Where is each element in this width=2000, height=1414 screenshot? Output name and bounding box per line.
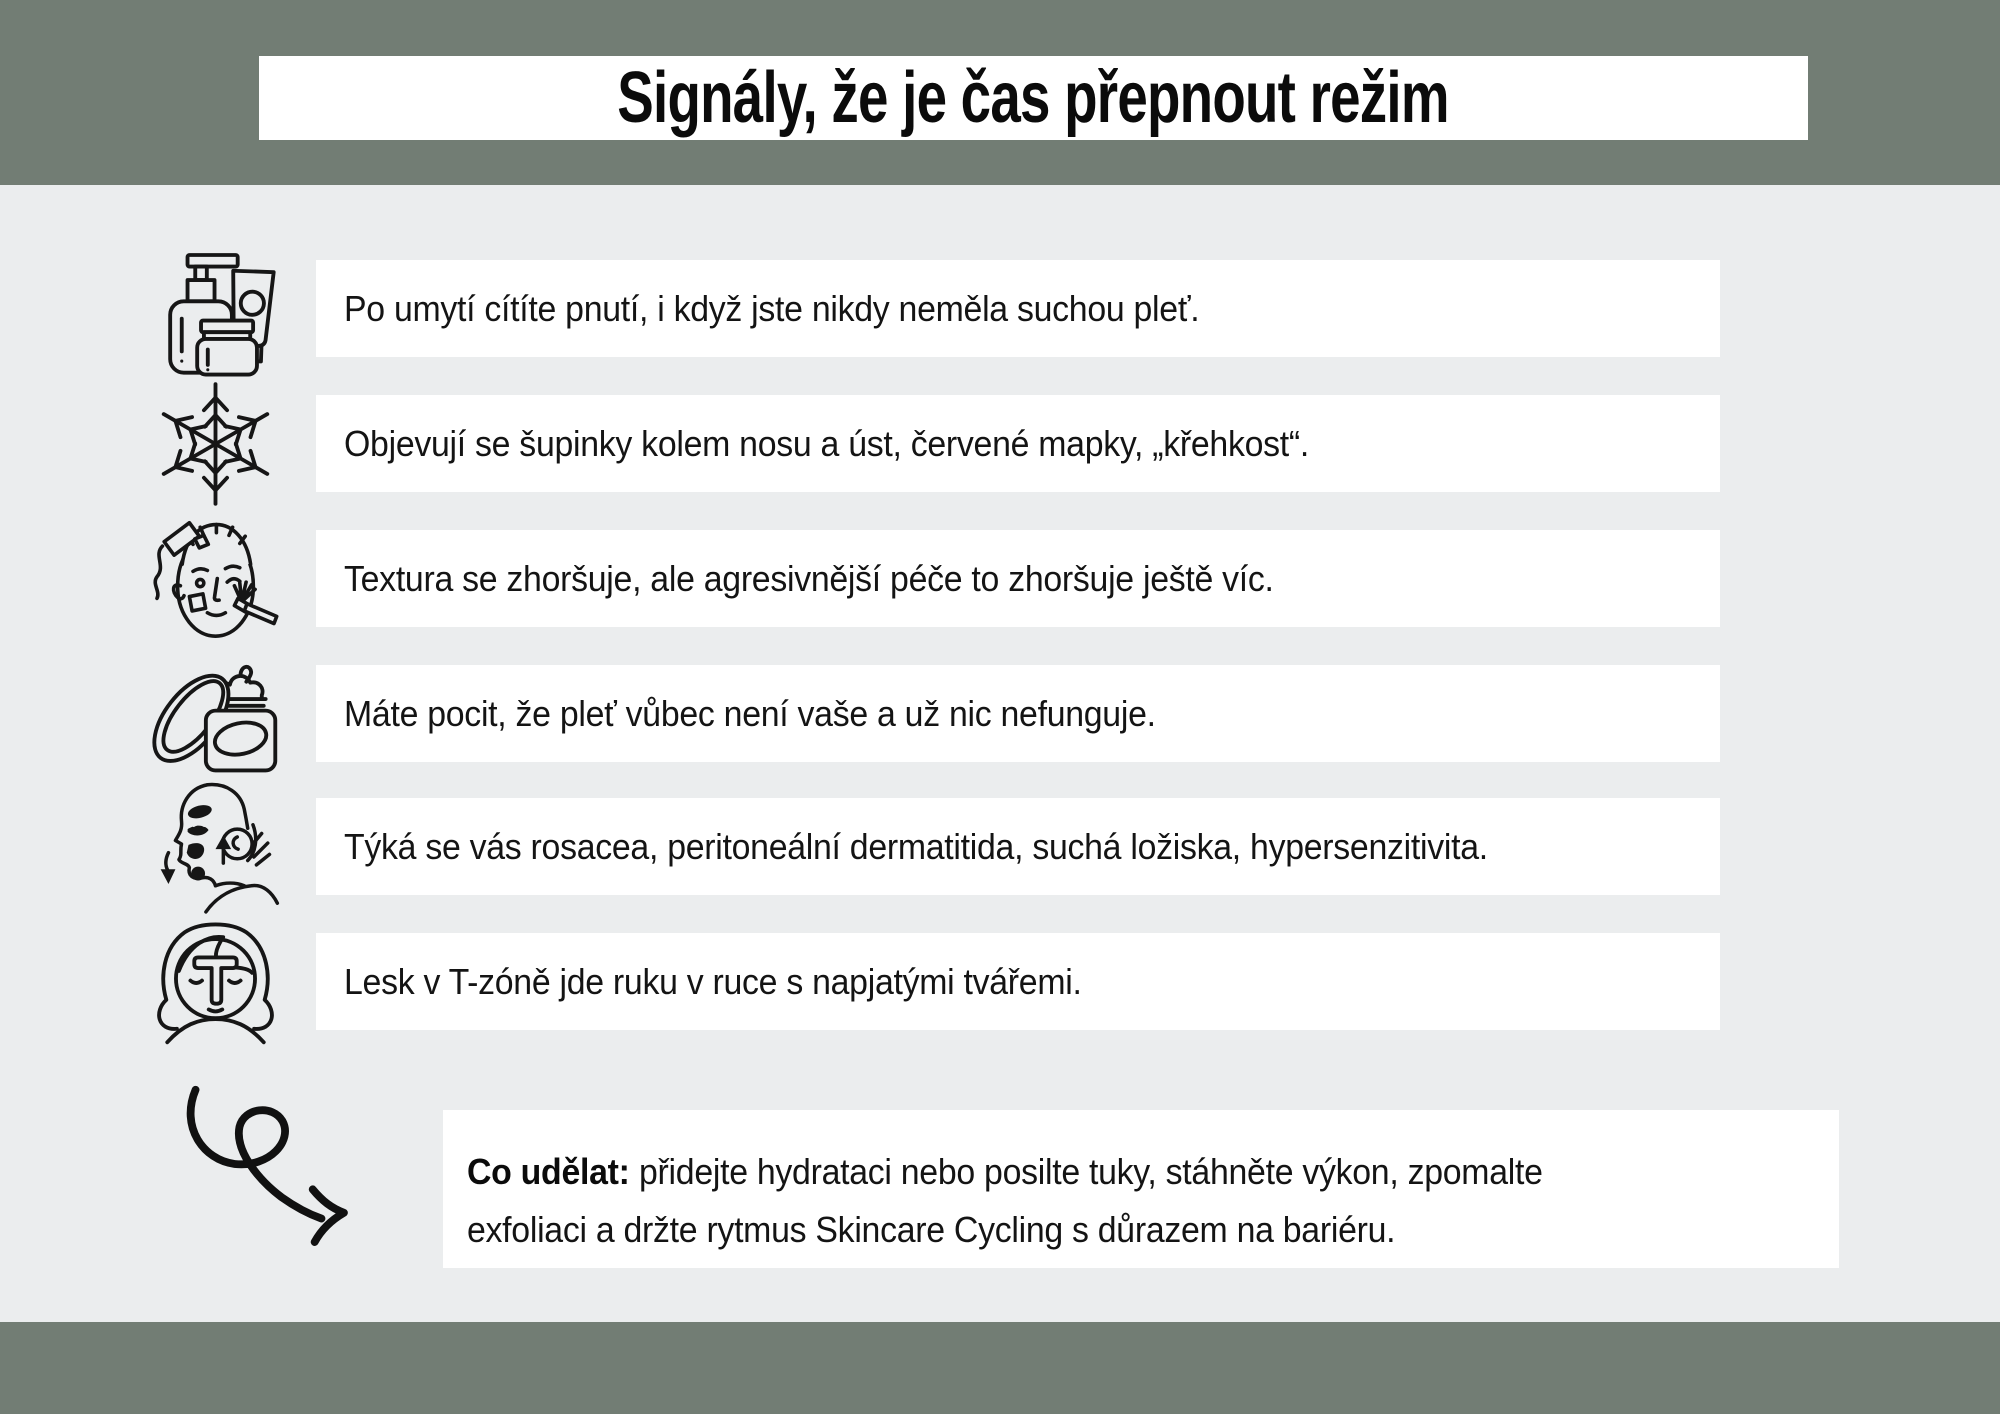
signal-bar: [316, 665, 1720, 762]
footer-band: [0, 1322, 2000, 1414]
signal-row: [0, 395, 2000, 492]
signal-row: [0, 260, 2000, 357]
signal-bar: [316, 798, 1720, 895]
action-label: Co udělat:: [467, 1151, 630, 1192]
page-title: Signály, že je čas přepnout režim: [617, 58, 1450, 138]
title-box: [259, 56, 1808, 140]
signal-row: [0, 530, 2000, 627]
signal-text: Textura se zhoršuje, ale agresivnější péče to zhoršuje ještě víc.: [344, 557, 1274, 599]
signal-text: Týká se vás rosacea, peritoneální dermatitida, suchá ložiska, hypersenzitivita.: [344, 825, 1488, 867]
cosmetics-set-icon: [148, 241, 283, 376]
curly-arrow-icon: [178, 1080, 383, 1242]
action-line2: exfoliaci a držte rytmus Skincare Cycling s důrazem na bariéru.: [467, 1209, 1396, 1250]
signal-row: [0, 665, 2000, 762]
signal-bar: [316, 260, 1720, 357]
signal-bar: [316, 933, 1720, 1030]
face-treatment-icon: [148, 511, 283, 646]
signal-bar: [316, 530, 1720, 627]
signal-text: Objevují se šupinky kolem nosu a úst, červené mapky, „křehkost“.: [344, 422, 1309, 464]
t-zone-face-icon: [148, 914, 283, 1049]
snowflake-icon: [148, 376, 283, 511]
signal-text: Máte pocit, že pleť vůbec není vaše a už nic nefunguje.: [344, 692, 1156, 734]
action-text: [467, 1143, 1738, 1259]
action-line1: přidejte hydrataci nebo posilte tuky, stáhněte výkon, zpomalte: [639, 1151, 1543, 1192]
sensitive-skin-profile-icon: [148, 779, 283, 914]
action-box: [443, 1110, 1839, 1268]
cream-jar-icon: [148, 646, 283, 781]
signal-text: Po umytí cítíte pnutí, i když jste nikdy neměla suchou pleť.: [344, 287, 1200, 329]
signal-bar: [316, 395, 1720, 492]
signal-row: [0, 798, 2000, 895]
signal-text: Lesk v T-zóně jde ruku v ruce s napjatými tvářemi.: [344, 960, 1082, 1002]
signal-row: [0, 933, 2000, 1030]
